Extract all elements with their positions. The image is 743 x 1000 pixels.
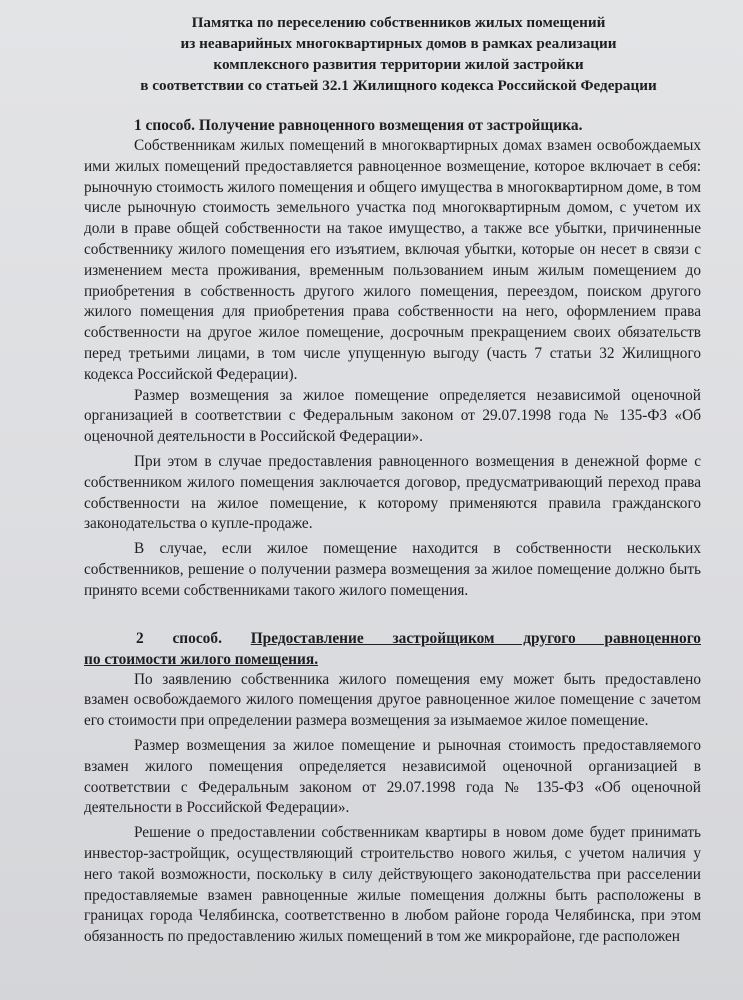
section-1-paragraph: Собственникам жилых помещений в многоквартирных домах взамен освобождаемых ими жилых помещений предоставляется равноценное возмещение, которое включает в себя: рыночную стоимость жилого помещения и общего имущества в многоквартирном доме, в том числе рыночную стоимость земельного участка под многоквартирным домом, с учетом их доли в праве общей собственности на такое имущество, а также все убытки, причиненные собственнику жилого помещения его изъятием, включая убытки, которые он несет в связи с изменением места проживания, временным пользованием иным жилым помещением до приобретения в собственность другого жилого помещения, переездом, поиском другого жилого помещения для приобретения права собственности на него, оформлением права собственности на другое жилое помещение, досрочным прекращением своих обязательств перед третьими лицами, в том числе упущенную выгоду (часть 7 статьи 32 Жилищного кодекса Российской Федерации).: [84, 137, 701, 383]
title-line-1: Памятка по переселению собственников жилых помещений: [191, 14, 606, 31]
title-line-2: из неаварийных многоквартирных домов в рамках реализации: [180, 35, 617, 52]
section-2-heading: [84, 628, 701, 670]
section-1-body: [84, 136, 701, 602]
section-1-paragraph: Размер возмещения за жилое помещение определяется независимой оценочной организацией в соответствии с Федеральным законом от 29.07.1998 года № 135-ФЗ «Об оценочной деятельности в Российской Федерации».: [84, 386, 701, 446]
section-2-paragraph: Размер возмещения за жилое помещение и рыночная стоимость предоставляемого взамен жилого помещения определяется независимой оценочной организацией в соответствии с Федеральным законом от 29.07.1998 года № 135-ФЗ «Об оценочной деятельности в Российской Федерации».: [84, 736, 701, 817]
section-2-heading-main: Предоставление застройщиком другого равноценного: [250, 629, 701, 647]
section-2-body: [84, 670, 701, 948]
section-2-heading-tail: по стоимости жилого помещения.: [84, 650, 319, 668]
title-line-4: в соответствии со статьей 32.1 Жилищного кодекса Российской Федерации: [140, 77, 657, 94]
title-line-3: комплексного развития территории жилой застройки: [213, 56, 584, 73]
document-title: [84, 12, 701, 96]
section-2-paragraph: Решение о предоставлении собственникам квартиры в новом доме будет принимать инвестор-застройщик, осуществляющий строительство нового жилья, с учетом наличия у него такой возможности, поскольку в силу действующего законодательства при расселении предоставляемые взамен равноценные жилые помещения должны быть расположены в границах города Челябинска, соответственно в любом районе города Челябинска, при этом обязанность по предоставлению жилых помещений в том же микрорайоне, где расположен: [84, 824, 701, 946]
section-2-paragraph: По заявлению собственника жилого помещения ему может быть предоставлено взамен освобождаемого жилого помещения другое равноценное жилое помещение с зачетом его стоимости при определении размера возмещения за изымаемое жилое помещение.: [84, 670, 701, 730]
section-1-paragraph: В случае, если жилое помещение находится в собственности нескольких собственников, решение о получении размера возмещения за жилое помещение должно быть принято всеми собственниками такого жилого помещения.: [84, 540, 701, 599]
section-1-heading: 1 способ. Получение равноценного возмещения от застройщика.: [134, 117, 583, 134]
section-1-paragraph: При этом в случае предоставления равноценного возмещения в денежной форме с собственником жилого помещения заключается договор, предусматривающий переход права собственности на жилое помещение, к которому применяются правила гражданского законодательства о купле-продаже.: [84, 452, 701, 533]
section-2-heading-prefix: 2 способ.: [136, 629, 222, 647]
